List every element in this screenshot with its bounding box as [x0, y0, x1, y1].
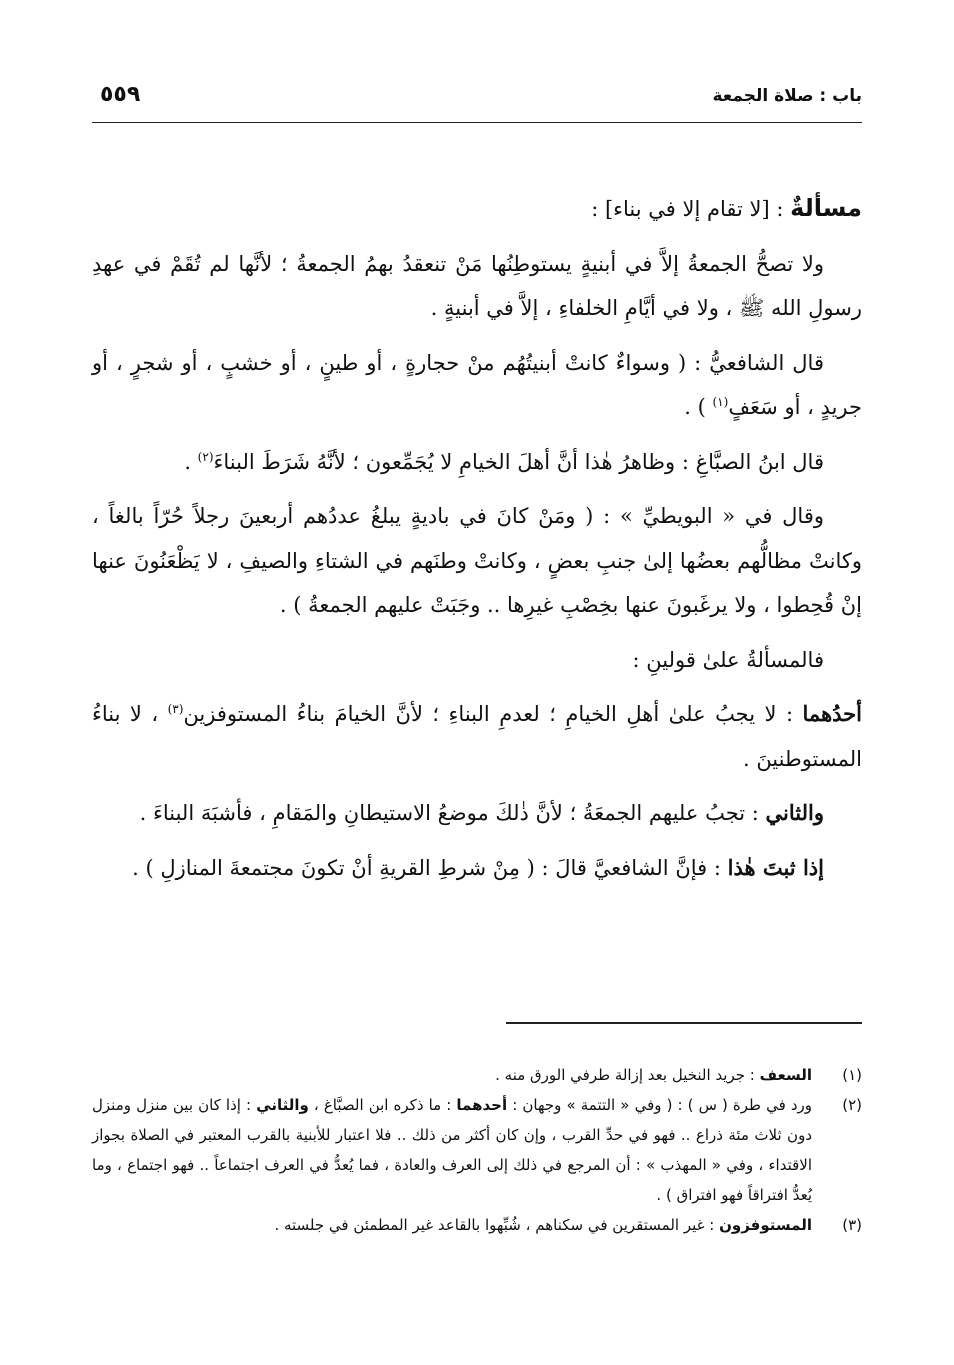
footnote-body	[92, 1090, 812, 1210]
footnotes	[92, 1060, 862, 1240]
footnote-2	[92, 1090, 862, 1210]
footnote-term: السعف	[759, 1066, 812, 1084]
paragraph-2-text: قال الشافعيُّ : ( وسواءٌ كانتْ أبنيتُهُم منْ حجارةٍ ، أو طينٍ ، أو خشبٍ ، أو شجرٍ ، أو جريدٍ ، أو سَعَفٍ	[92, 350, 862, 419]
paragraph-7	[92, 791, 862, 836]
footnote-text: : غير المستقرين في سكناهم ، شُبِّهوا بالقاعد غير المطمئن في جلسته .	[274, 1216, 720, 1234]
footnote-term: أحدهما	[456, 1096, 508, 1114]
paragraph-5: فالمسألةُ علىٰ قولينِ :	[632, 647, 824, 672]
footnote-term: المستوفزون	[719, 1216, 812, 1234]
paragraph-3-end: .	[184, 449, 198, 474]
masala-heading-paragraph	[92, 186, 862, 232]
main-text	[92, 186, 862, 900]
footnote-body	[92, 1060, 812, 1090]
paragraph-2	[92, 341, 862, 430]
footnote-text: : جريد النخيل بعد إزالة طرفي الورق منه .	[495, 1066, 760, 1084]
footnote-ref-2[interactable]: (٢)	[197, 449, 214, 464]
footnote-term: والثاني	[256, 1096, 309, 1114]
paragraph-3-text: قال ابنُ الصبَّاغِ : وظاهرُ هٰذا أنَّ أهلَ الخيامِ لا يُجَمِّعون ؛ لأنَّهُ شَرَطَ البناءَ	[213, 449, 824, 474]
page-number: ٥٥٩	[100, 82, 141, 107]
footnote-text: ورد في طرة ( س ) : ( وفي « التتمة » وجهان :	[507, 1096, 812, 1114]
footnote-number: (٢)	[842, 1096, 862, 1114]
footnote-3	[92, 1210, 862, 1240]
paragraph-4: وقال في « البويطيِّ » : ( ومَنْ كانَ في باديةٍ يبلغُ عددُهم أربعينَ رجلاً حُرّاً بالغاً ، وكانتْ مظالُّهم بعضُها إلىٰ جنبِ بعضٍ ، وكانتْ وطنَهم في الشتاءِ والصيفِ ، لا يَظْعَنُونَ عنها إنْ قُحِطوا ، ولا يرغَبونَ عنها بخِصْبِ غيرِها .. وجَبَتْ عليهم الجمعةُ ) .	[92, 504, 862, 617]
footnote-divider	[506, 1022, 862, 1024]
footnote-number: (١)	[842, 1066, 862, 1084]
footnote-text: : إذا كان بين منزل ومنزل دون ثلاث مئة ذراع .. فهو في حدِّ القرب ، وإن كان أكثر من ذلك .. فلا اعتبار للأبنية بالقرب المعتبر في الصلاة بجواز الاقتداء ، وفي « المهذب » : أن المرجع في ذلك إلى العرف والعادة ، فما يُعدُّ في العرف اجتماعاً .. فهو اجتماع ، وما يُعدُّ افتراقاً فهو افتراق ) .	[92, 1096, 812, 1204]
chapter-title: باب : صلاة الجمعة	[712, 86, 862, 106]
paragraph-8	[92, 846, 862, 891]
paragraph-8-text: : فإنَّ الشافعيَّ قالَ : ( مِنْ شرطِ القريةِ أنْ تكونَ مجتمعةَ المنازلِ ) .	[132, 855, 728, 880]
footnote-ref-1[interactable]: (١)	[712, 395, 729, 409]
first-opinion-label: أحدُهما	[802, 701, 862, 726]
paragraph-6-text-b: ، لا بناءُ المستوطنينَ .	[92, 702, 862, 771]
paragraph-1: ولا تصحُّ الجمعةُ إلاَّ في أبنيةٍ يستوطِنُها مَنْ تنعقدُ بهمُ الجمعةُ ؛ لأنَّها لم تُقَمْ في عهدِ رسولِ الله ﷺ ، ولا في أيَّامِ الخلفاءِ ، إلاَّ في أبنيةٍ .	[92, 251, 862, 320]
paragraph-6-text-a: : لا يجبُ علىٰ أهلِ الخيامِ ؛ لعدمِ البناءِ ؛ لأنَّ الخيامَ بناءُ المستوفزين	[183, 702, 803, 726]
masala-heading: : [لا تقام إلا في بناء] :	[591, 197, 791, 221]
header-divider	[92, 122, 862, 123]
paragraph-6	[92, 692, 862, 781]
running-header	[92, 82, 862, 112]
footnote-ref-3[interactable]: (٣)	[167, 702, 184, 716]
paragraph-7-text: : تجبُ عليهم الجمعَةُ ؛ لأنَّ ذٰلكَ موضعُ الاستيطانِ والمَقامِ ، فأشبَهَ البناءَ .	[139, 801, 766, 825]
footnote-text: : ما ذكره ابن الصبَّاغ ،	[308, 1096, 457, 1114]
masala-label: مسألةٌ	[790, 194, 862, 222]
paragraph-3	[92, 440, 862, 485]
footnote-body	[92, 1210, 812, 1240]
footnote-number: (٣)	[842, 1216, 862, 1234]
footnote-1	[92, 1060, 862, 1090]
conclusion-label: إذا ثبتَ هٰذا	[727, 854, 824, 880]
second-opinion-label: والثاني	[765, 800, 824, 825]
paragraph-2-end: ) .	[684, 395, 713, 419]
